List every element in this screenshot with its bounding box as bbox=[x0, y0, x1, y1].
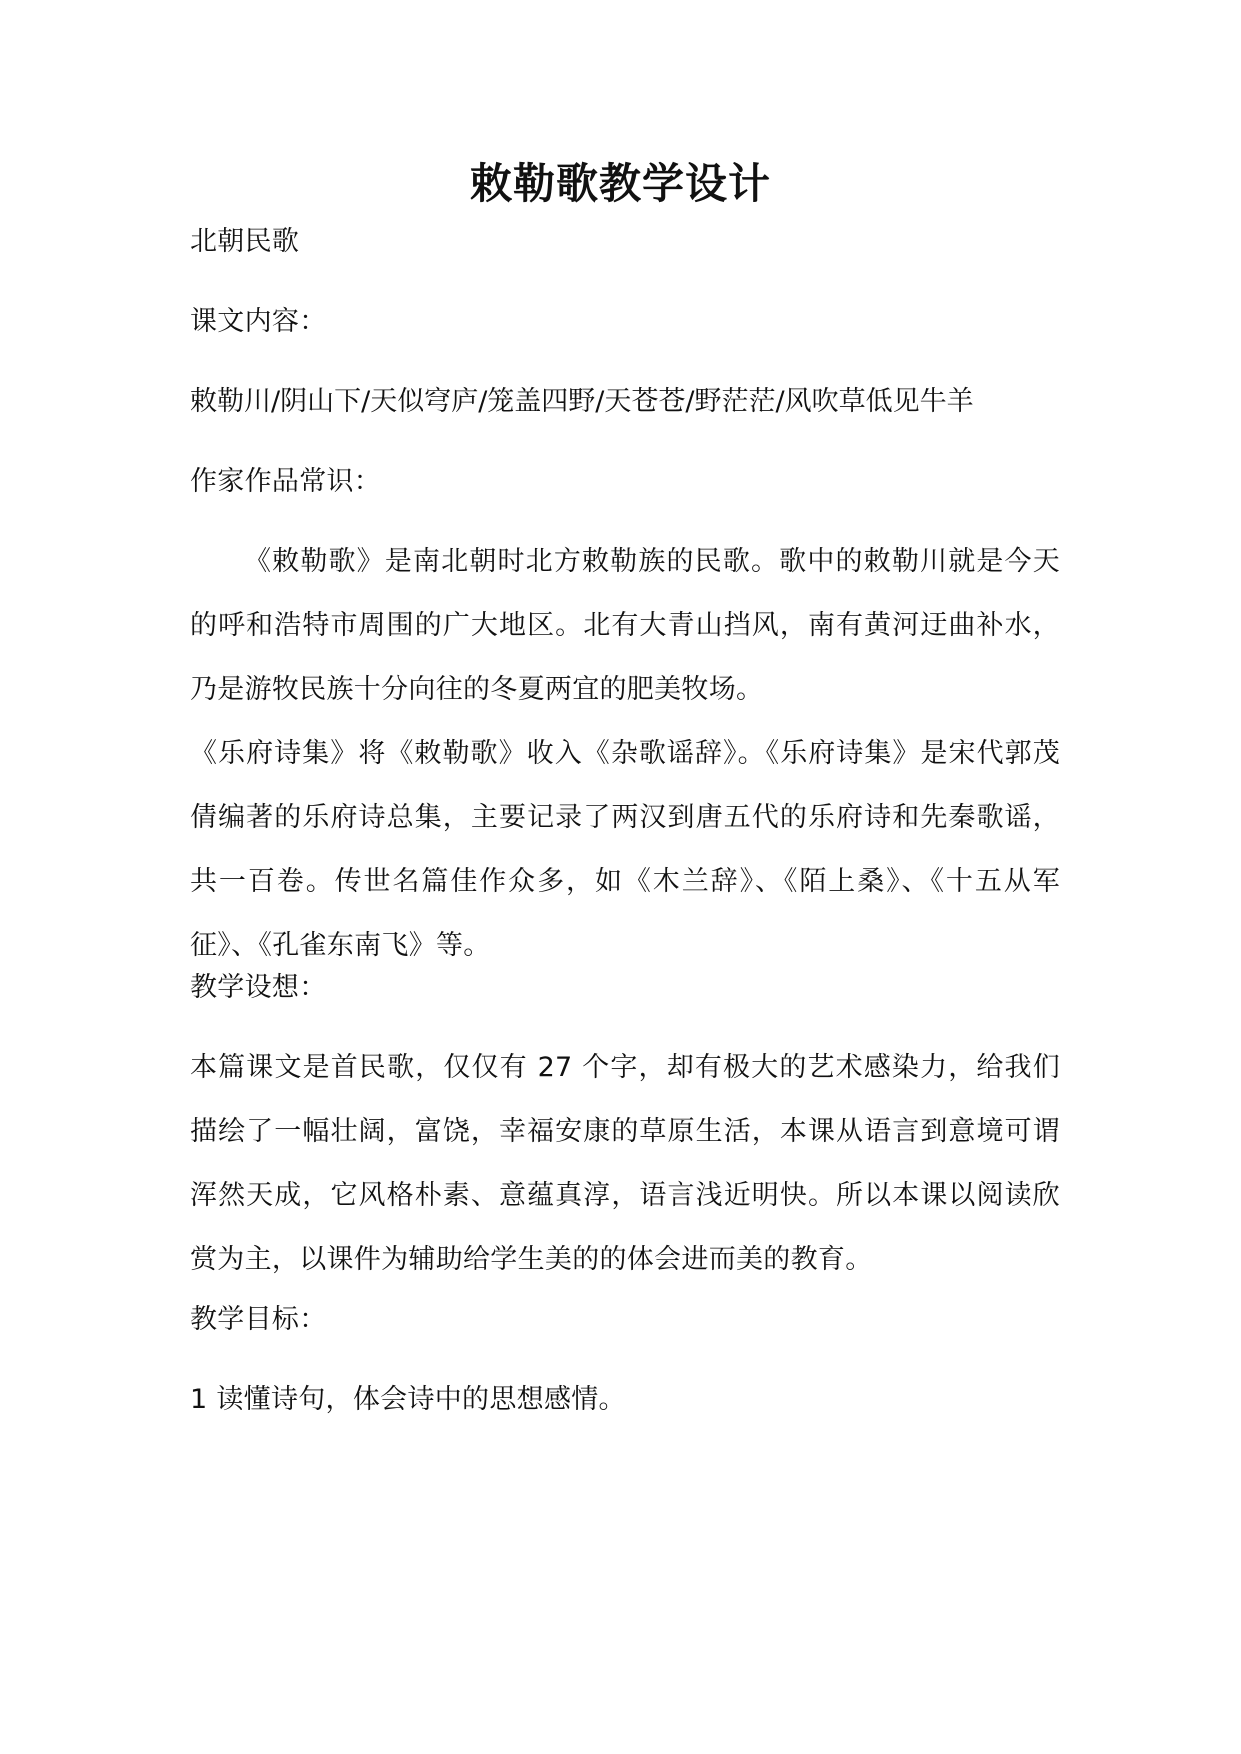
section-heading-goals: 教学目标： bbox=[190, 1304, 327, 1335]
section-heading-knowledge: 作家作品常识： bbox=[190, 466, 382, 497]
author-line: 北朝民歌 bbox=[190, 226, 300, 257]
goal-item-1: 1 读懂诗句，体会诗中的思想感情。 bbox=[190, 1384, 626, 1415]
document-title: 敕勒歌教学设计 bbox=[469, 159, 771, 208]
section-heading-text: 课文内容： bbox=[190, 306, 327, 337]
knowledge-paragraph-2: 《乐府诗集》将《敕勒歌》收入《杂歌谣辞》。《乐府诗集》是宋代郭茂倩编著的乐府诗总集，主要记录了两汉到唐五代的乐府诗和先秦歌谣，共一百卷。传世名篇佳作众多，如《木兰辞》、《陌上桑》、《十五从军征》、《孔雀东南飞》等。 bbox=[190, 738, 1060, 961]
section-heading-idea: 教学设想： bbox=[190, 972, 327, 1003]
knowledge-paragraph-1: 《敕勒歌》是南北朝时北方敕勒族的民歌。歌中的敕勒川就是今天的呼和浩特市周围的广大地区。北有大青山挡风，南有黄河迂曲补水，乃是游牧民族十分向往的冬夏两宜的肥美牧场。 bbox=[190, 546, 1060, 705]
idea-paragraph: 本篇课文是首民歌，仅仅有 27 个字，却有极大的艺术感染力，给我们描绘了一幅壮阔，富饶，幸福安康的草原生活，本课从语言到意境可谓浑然天成，它风格朴素、意蕴真淳，语言浅近明快。所以本课以阅读欣赏为主，以课件为辅助给学生美的的体会进而美的教育。 bbox=[190, 1052, 1060, 1275]
poem-line: 敕勒川/阴山下/天似穹庐/笼盖四野/天苍苍/野茫茫/风吹草低见牛羊 bbox=[190, 386, 974, 417]
